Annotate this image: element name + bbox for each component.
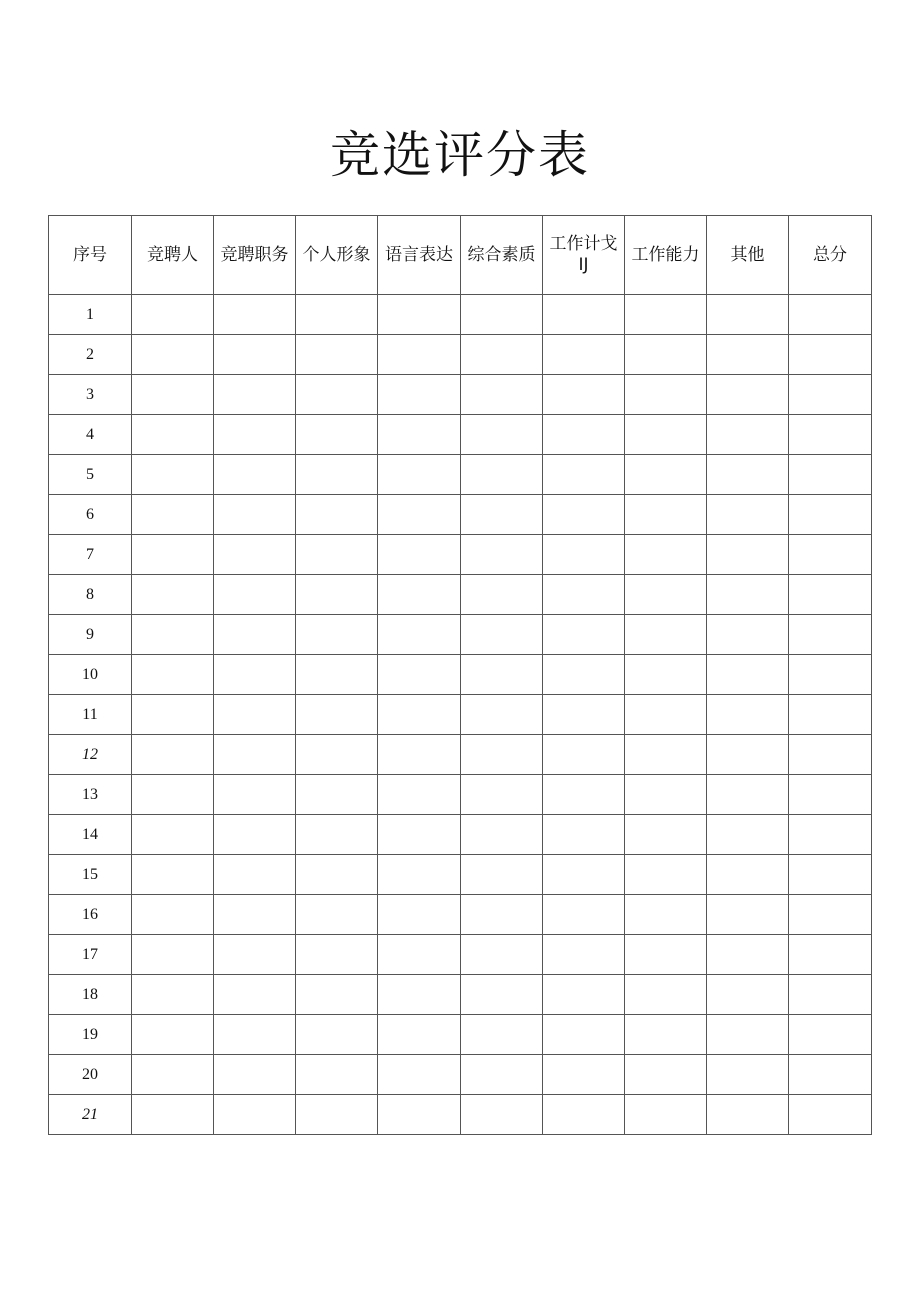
table-row	[49, 575, 872, 615]
score-cell-quality[interactable]	[461, 1095, 543, 1135]
score-cell-candidate[interactable]	[132, 975, 214, 1015]
score-cell-position[interactable]	[214, 935, 296, 975]
table-row	[49, 895, 872, 935]
header-position: 竞聘职务	[214, 216, 296, 295]
score-cell-total[interactable]	[789, 895, 872, 935]
score-cell-position[interactable]	[214, 455, 296, 495]
row-seq-cell: 6	[49, 495, 132, 535]
score-cell-other[interactable]	[707, 535, 789, 575]
score-cell-image[interactable]	[296, 735, 378, 775]
score-cell-expression[interactable]	[378, 775, 461, 815]
score-cell-candidate[interactable]	[132, 935, 214, 975]
header-total: 总分	[789, 216, 872, 295]
score-cell-expression[interactable]	[378, 615, 461, 655]
row-seq-cell: 1	[49, 295, 132, 335]
row-seq-cell: 20	[49, 1055, 132, 1095]
table-row	[49, 495, 872, 535]
row-seq-cell: 21	[49, 1095, 132, 1135]
score-cell-ability[interactable]	[625, 895, 707, 935]
score-table	[48, 215, 872, 1135]
score-cell-image[interactable]	[296, 615, 378, 655]
score-cell-total[interactable]	[789, 335, 872, 375]
table-row	[49, 455, 872, 495]
score-cell-image[interactable]	[296, 1015, 378, 1055]
score-cell-other[interactable]	[707, 975, 789, 1015]
score-cell-expression[interactable]	[378, 495, 461, 535]
score-cell-candidate[interactable]	[132, 855, 214, 895]
score-cell-image[interactable]	[296, 455, 378, 495]
score-cell-other[interactable]	[707, 735, 789, 775]
score-cell-expression[interactable]	[378, 1095, 461, 1135]
table-row	[49, 1055, 872, 1095]
score-cell-position[interactable]	[214, 615, 296, 655]
score-cell-candidate[interactable]	[132, 815, 214, 855]
header-candidate: 竞聘人	[132, 216, 214, 295]
row-seq-cell: 3	[49, 375, 132, 415]
table-row	[49, 375, 872, 415]
score-cell-position[interactable]	[214, 1095, 296, 1135]
score-cell-image[interactable]	[296, 415, 378, 455]
header-expression: 语言表达	[378, 216, 461, 295]
score-cell-ability[interactable]	[625, 1095, 707, 1135]
score-cell-position[interactable]	[214, 775, 296, 815]
score-cell-quality[interactable]	[461, 335, 543, 375]
score-cell-image[interactable]	[296, 1095, 378, 1135]
score-cell-expression[interactable]	[378, 815, 461, 855]
score-cell-ability[interactable]	[625, 575, 707, 615]
score-cell-image[interactable]	[296, 655, 378, 695]
table-row	[49, 1015, 872, 1055]
score-cell-plan[interactable]	[543, 1055, 625, 1095]
score-cell-ability[interactable]	[625, 295, 707, 335]
score-cell-expression[interactable]	[378, 455, 461, 495]
score-cell-ability[interactable]	[625, 335, 707, 375]
score-cell-expression[interactable]	[378, 975, 461, 1015]
row-seq-cell: 15	[49, 855, 132, 895]
row-seq-cell: 10	[49, 655, 132, 695]
score-cell-ability[interactable]	[625, 415, 707, 455]
header-quality: 综合素质	[461, 216, 543, 295]
score-cell-ability[interactable]	[625, 815, 707, 855]
score-cell-quality[interactable]	[461, 735, 543, 775]
score-cell-position[interactable]	[214, 495, 296, 535]
table-row	[49, 535, 872, 575]
score-cell-total[interactable]	[789, 295, 872, 335]
score-cell-image[interactable]	[296, 375, 378, 415]
score-cell-plan[interactable]	[543, 1015, 625, 1055]
score-cell-position[interactable]	[214, 895, 296, 935]
score-cell-total[interactable]	[789, 735, 872, 775]
score-cell-image[interactable]	[296, 295, 378, 335]
score-cell-position[interactable]	[214, 975, 296, 1015]
score-cell-other[interactable]	[707, 1015, 789, 1055]
score-cell-image[interactable]	[296, 535, 378, 575]
score-cell-plan[interactable]	[543, 415, 625, 455]
score-cell-expression[interactable]	[378, 335, 461, 375]
score-cell-candidate[interactable]	[132, 375, 214, 415]
row-seq-cell: 9	[49, 615, 132, 655]
score-cell-candidate[interactable]	[132, 695, 214, 735]
row-seq-cell: 8	[49, 575, 132, 615]
score-cell-total[interactable]	[789, 455, 872, 495]
score-cell-plan[interactable]	[543, 535, 625, 575]
score-cell-expression[interactable]	[378, 855, 461, 895]
score-cell-other[interactable]	[707, 575, 789, 615]
score-cell-plan[interactable]	[543, 655, 625, 695]
score-cell-plan[interactable]	[543, 935, 625, 975]
score-cell-candidate[interactable]	[132, 335, 214, 375]
score-table-body	[49, 295, 872, 1135]
row-seq-cell: 7	[49, 535, 132, 575]
score-cell-candidate[interactable]	[132, 615, 214, 655]
score-cell-candidate[interactable]	[132, 415, 214, 455]
row-seq-cell: 17	[49, 935, 132, 975]
score-cell-quality[interactable]	[461, 695, 543, 735]
score-cell-image[interactable]	[296, 775, 378, 815]
score-cell-candidate[interactable]	[132, 295, 214, 335]
score-cell-other[interactable]	[707, 855, 789, 895]
score-cell-image[interactable]	[296, 975, 378, 1015]
score-cell-image[interactable]	[296, 895, 378, 935]
table-row	[49, 415, 872, 455]
row-seq-cell: 4	[49, 415, 132, 455]
score-cell-total[interactable]	[789, 535, 872, 575]
score-cell-candidate[interactable]	[132, 655, 214, 695]
table-row	[49, 335, 872, 375]
score-cell-quality[interactable]	[461, 495, 543, 535]
score-cell-quality[interactable]	[461, 815, 543, 855]
score-cell-image[interactable]	[296, 495, 378, 535]
score-cell-total[interactable]	[789, 855, 872, 895]
header-plan-line1: 工作计戈	[549, 234, 618, 254]
score-cell-image[interactable]	[296, 815, 378, 855]
score-cell-quality[interactable]	[461, 975, 543, 1015]
row-seq-cell: 19	[49, 1015, 132, 1055]
score-cell-image[interactable]	[296, 935, 378, 975]
score-cell-candidate[interactable]	[132, 735, 214, 775]
score-cell-other[interactable]	[707, 655, 789, 695]
score-cell-candidate[interactable]	[132, 1015, 214, 1055]
score-cell-position[interactable]	[214, 415, 296, 455]
table-row	[49, 695, 872, 735]
score-cell-other[interactable]	[707, 935, 789, 975]
score-cell-image[interactable]	[296, 695, 378, 735]
row-seq-cell: 11	[49, 695, 132, 735]
score-cell-expression[interactable]	[378, 695, 461, 735]
score-cell-other[interactable]	[707, 455, 789, 495]
score-cell-position[interactable]	[214, 655, 296, 695]
score-cell-quality[interactable]	[461, 1055, 543, 1095]
table-row	[49, 815, 872, 855]
table-row	[49, 775, 872, 815]
score-cell-total[interactable]	[789, 1055, 872, 1095]
score-cell-ability[interactable]	[625, 1015, 707, 1055]
score-cell-position[interactable]	[214, 815, 296, 855]
score-cell-candidate[interactable]	[132, 495, 214, 535]
score-cell-other[interactable]	[707, 1055, 789, 1095]
score-cell-quality[interactable]	[461, 455, 543, 495]
score-cell-total[interactable]	[789, 695, 872, 735]
score-cell-image[interactable]	[296, 1055, 378, 1095]
score-cell-quality[interactable]	[461, 895, 543, 935]
score-cell-plan[interactable]	[543, 775, 625, 815]
score-cell-position[interactable]	[214, 1055, 296, 1095]
score-cell-candidate[interactable]	[132, 1055, 214, 1095]
table-row	[49, 615, 872, 655]
score-cell-ability[interactable]	[625, 535, 707, 575]
score-cell-expression[interactable]	[378, 295, 461, 335]
score-cell-quality[interactable]	[461, 535, 543, 575]
score-cell-quality[interactable]	[461, 295, 543, 335]
score-cell-quality[interactable]	[461, 575, 543, 615]
row-seq-cell: 12	[49, 735, 132, 775]
score-cell-plan[interactable]	[543, 1095, 625, 1135]
score-cell-plan[interactable]	[543, 295, 625, 335]
score-cell-total[interactable]	[789, 1095, 872, 1135]
header-row	[49, 216, 872, 295]
table-row	[49, 975, 872, 1015]
score-cell-candidate[interactable]	[132, 1095, 214, 1135]
score-cell-ability[interactable]	[625, 375, 707, 415]
row-seq-cell: 13	[49, 775, 132, 815]
score-cell-quality[interactable]	[461, 655, 543, 695]
score-cell-expression[interactable]	[378, 655, 461, 695]
score-cell-image[interactable]	[296, 335, 378, 375]
score-cell-position[interactable]	[214, 735, 296, 775]
header-plan-line2: IJ	[578, 255, 589, 275]
table-row	[49, 855, 872, 895]
score-cell-other[interactable]	[707, 895, 789, 935]
score-cell-position[interactable]	[214, 535, 296, 575]
score-cell-other[interactable]	[707, 335, 789, 375]
score-cell-position[interactable]	[214, 855, 296, 895]
score-cell-position[interactable]	[214, 335, 296, 375]
score-cell-candidate[interactable]	[132, 535, 214, 575]
score-cell-expression[interactable]	[378, 735, 461, 775]
header-image: 个人形象	[296, 216, 378, 295]
row-seq-cell: 2	[49, 335, 132, 375]
score-cell-position[interactable]	[214, 575, 296, 615]
row-seq-cell: 14	[49, 815, 132, 855]
score-cell-plan[interactable]	[543, 815, 625, 855]
score-cell-plan[interactable]	[543, 375, 625, 415]
score-cell-image[interactable]	[296, 575, 378, 615]
score-cell-position[interactable]	[214, 295, 296, 335]
score-cell-quality[interactable]	[461, 375, 543, 415]
score-cell-other[interactable]	[707, 775, 789, 815]
score-cell-total[interactable]	[789, 415, 872, 455]
score-cell-expression[interactable]	[378, 1015, 461, 1055]
score-cell-expression[interactable]	[378, 935, 461, 975]
row-seq-cell: 18	[49, 975, 132, 1015]
score-cell-position[interactable]	[214, 695, 296, 735]
score-cell-total[interactable]	[789, 375, 872, 415]
score-cell-ability[interactable]	[625, 855, 707, 895]
score-cell-total[interactable]	[789, 935, 872, 975]
score-cell-plan[interactable]	[543, 495, 625, 535]
document-title: 竞选评分表	[330, 126, 590, 184]
header-other: 其他	[707, 216, 789, 295]
score-cell-total[interactable]	[789, 495, 872, 535]
score-cell-plan[interactable]	[543, 695, 625, 735]
header-seq: 序号	[49, 216, 132, 295]
score-cell-ability[interactable]	[625, 935, 707, 975]
score-cell-ability[interactable]	[625, 655, 707, 695]
score-cell-other[interactable]	[707, 295, 789, 335]
score-cell-plan[interactable]	[543, 615, 625, 655]
header-ability: 工作能力	[625, 216, 707, 295]
score-cell-other[interactable]	[707, 415, 789, 455]
score-cell-plan[interactable]	[543, 335, 625, 375]
table-row	[49, 655, 872, 695]
score-cell-expression[interactable]	[378, 1055, 461, 1095]
header-plan	[543, 216, 625, 295]
score-cell-plan[interactable]	[543, 575, 625, 615]
score-cell-ability[interactable]	[625, 695, 707, 735]
score-cell-ability[interactable]	[625, 1055, 707, 1095]
score-cell-plan[interactable]	[543, 735, 625, 775]
row-seq-cell: 5	[49, 455, 132, 495]
score-cell-position[interactable]	[214, 1015, 296, 1055]
row-seq-cell: 16	[49, 895, 132, 935]
score-cell-quality[interactable]	[461, 855, 543, 895]
table-row	[49, 735, 872, 775]
score-cell-ability[interactable]	[625, 775, 707, 815]
score-cell-plan[interactable]	[543, 975, 625, 1015]
score-cell-total[interactable]	[789, 1015, 872, 1055]
score-cell-other[interactable]	[707, 695, 789, 735]
table-row	[49, 1095, 872, 1135]
score-cell-ability[interactable]	[625, 975, 707, 1015]
score-cell-quality[interactable]	[461, 615, 543, 655]
score-cell-other[interactable]	[707, 615, 789, 655]
score-cell-ability[interactable]	[625, 495, 707, 535]
score-cell-total[interactable]	[789, 775, 872, 815]
score-cell-other[interactable]	[707, 495, 789, 535]
score-cell-total[interactable]	[789, 575, 872, 615]
score-cell-candidate[interactable]	[132, 895, 214, 935]
score-cell-total[interactable]	[789, 615, 872, 655]
score-cell-quality[interactable]	[461, 775, 543, 815]
score-cell-ability[interactable]	[625, 735, 707, 775]
score-cell-candidate[interactable]	[132, 575, 214, 615]
score-cell-position[interactable]	[214, 375, 296, 415]
score-cell-plan[interactable]	[543, 895, 625, 935]
score-cell-expression[interactable]	[378, 415, 461, 455]
score-cell-ability[interactable]	[625, 455, 707, 495]
score-cell-other[interactable]	[707, 1095, 789, 1135]
score-cell-total[interactable]	[789, 655, 872, 695]
score-cell-expression[interactable]	[378, 535, 461, 575]
score-cell-image[interactable]	[296, 855, 378, 895]
score-cell-candidate[interactable]	[132, 775, 214, 815]
score-cell-total[interactable]	[789, 815, 872, 855]
score-cell-other[interactable]	[707, 815, 789, 855]
table-row	[49, 295, 872, 335]
score-cell-expression[interactable]	[378, 575, 461, 615]
score-cell-expression[interactable]	[378, 375, 461, 415]
score-cell-ability[interactable]	[625, 615, 707, 655]
score-cell-plan[interactable]	[543, 855, 625, 895]
score-cell-total[interactable]	[789, 975, 872, 1015]
score-cell-candidate[interactable]	[132, 455, 214, 495]
score-cell-plan[interactable]	[543, 455, 625, 495]
score-cell-quality[interactable]	[461, 415, 543, 455]
score-cell-quality[interactable]	[461, 935, 543, 975]
score-cell-quality[interactable]	[461, 1015, 543, 1055]
score-cell-expression[interactable]	[378, 895, 461, 935]
score-cell-other[interactable]	[707, 375, 789, 415]
table-row	[49, 935, 872, 975]
